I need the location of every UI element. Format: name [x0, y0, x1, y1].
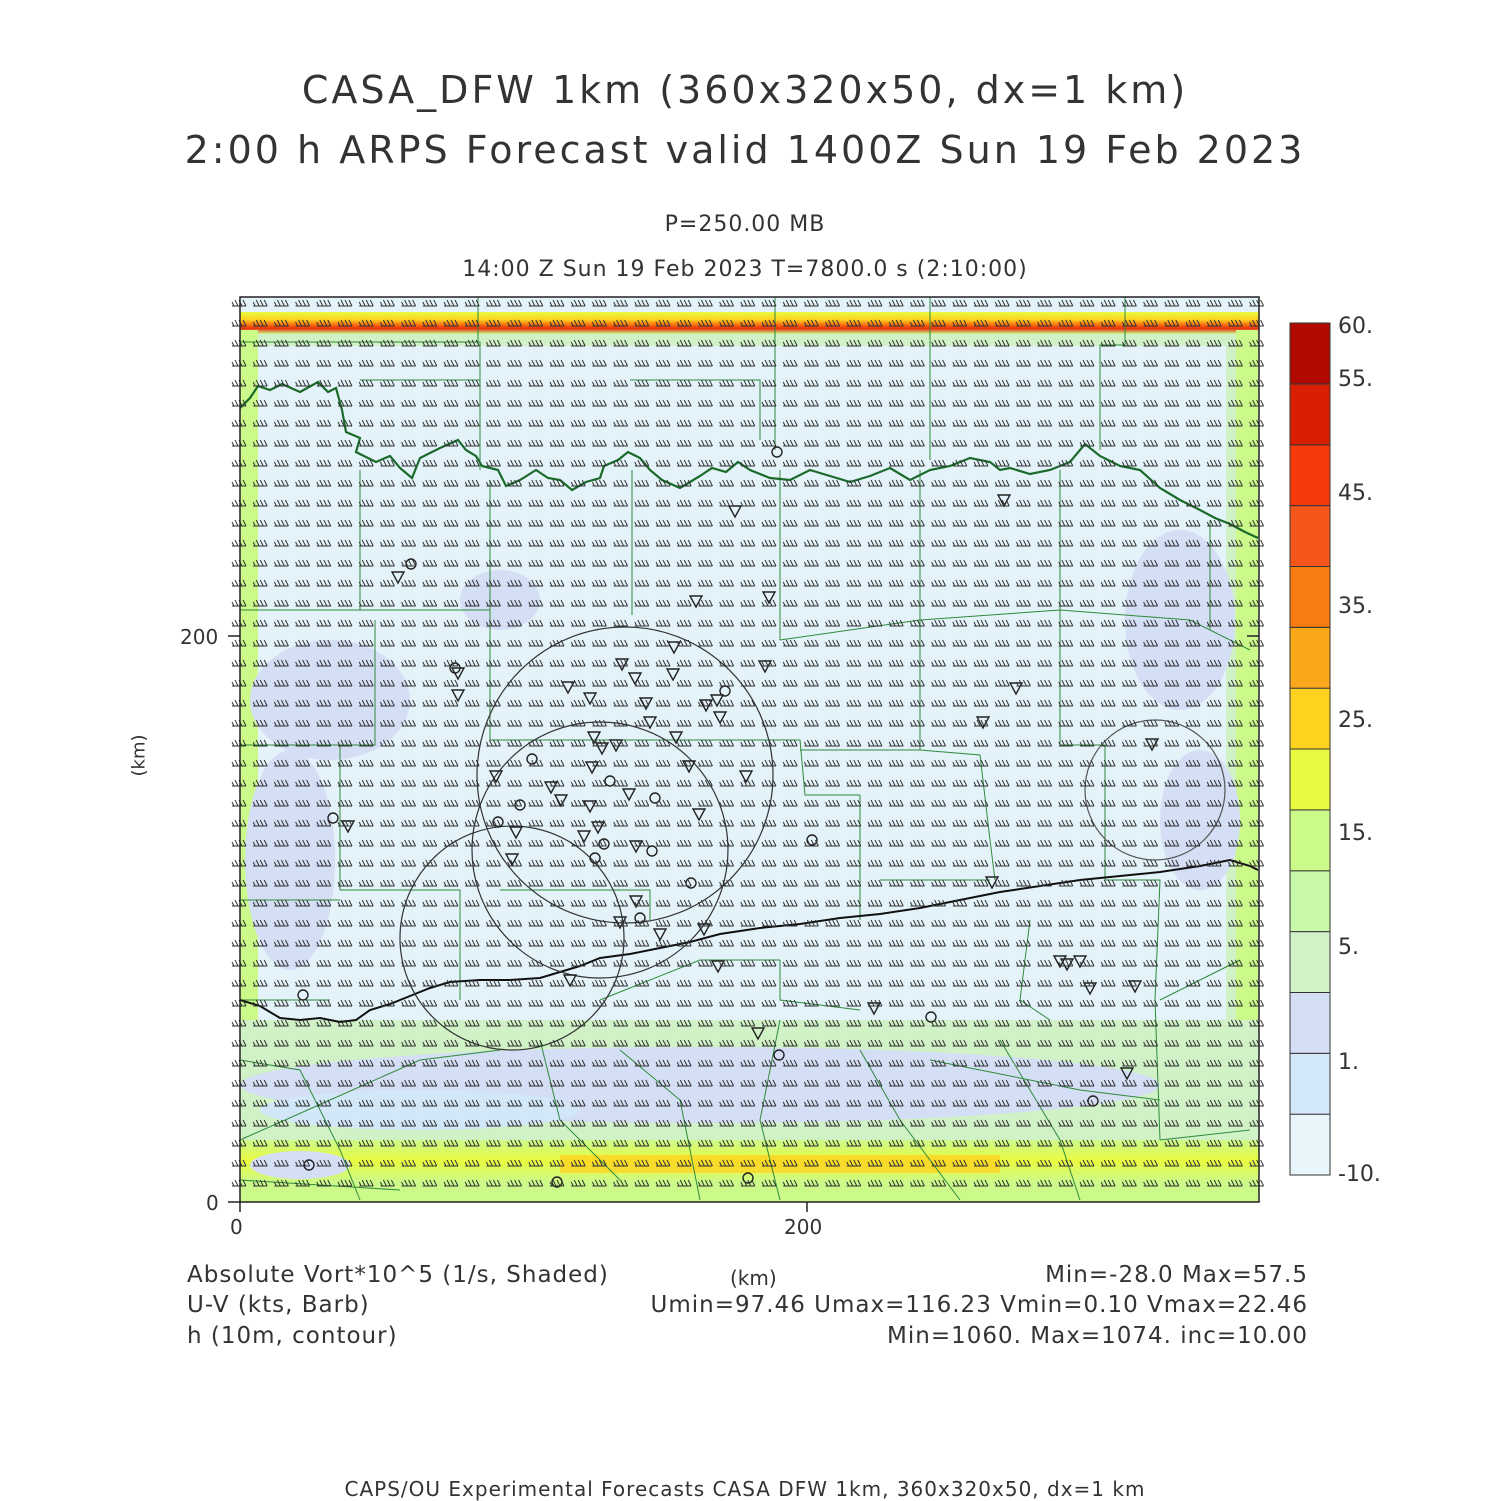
legend-wind-range: Umin=97.46 Umax=116.23 Vmin=0.10 Vmax=22.46 [650, 1292, 1308, 1318]
title-line-1: CASA_DFW 1km (360x320x50, dx=1 km) [301, 68, 1189, 112]
colorbar-label-15: 15. [1338, 821, 1373, 846]
colorbar-box [1290, 871, 1330, 932]
y-axis-label: (km) [128, 734, 150, 777]
y-tick-200: 200 [180, 625, 219, 649]
legend-height-contour: h (10m, contour) [187, 1323, 398, 1349]
x-tick-0: 0 [230, 1215, 243, 1239]
valid-time: 14:00 Z Sun 19 Feb 2023 T=7800.0 s (2:10:00) [462, 257, 1028, 282]
colorbar-label-45: 45. [1338, 481, 1373, 506]
colorbar-label-5: 5. [1338, 935, 1359, 960]
colorbar-box [1290, 1053, 1330, 1114]
x-axis-label: (km) [730, 1266, 777, 1290]
colorbar-label-35: 35. [1338, 594, 1373, 619]
colorbar-box [1290, 445, 1330, 506]
colorbar-label-55: 55. [1338, 367, 1373, 392]
colorbar-label-60: 60. [1338, 314, 1373, 339]
colorbar-box [1290, 992, 1330, 1053]
pressure-level: P=250.00 MB [664, 212, 826, 237]
colorbar-box [1290, 688, 1330, 749]
colorbar-label-minus10: -10. [1338, 1162, 1381, 1187]
colorbar-box [1290, 810, 1330, 871]
footer-credit: CAPS/OU Experimental Forecasts CASA DFW 1km, 360x320x50, dx=1 km [344, 1477, 1146, 1501]
colorbar-box [1290, 1114, 1330, 1175]
colorbar-box [1290, 749, 1330, 810]
colorbar-box [1290, 566, 1330, 627]
y-tick-0: 0 [206, 1191, 219, 1215]
colorbar-box [1290, 384, 1330, 445]
colorbar-box [1290, 932, 1330, 993]
legend-shaded-field: Absolute Vort*10^5 (1/s, Shaded) [187, 1262, 609, 1288]
colorbar [1290, 323, 1330, 1175]
legend-height-range: Min=1060. Max=1074. inc=10.00 [887, 1323, 1308, 1349]
colorbar-label-25: 25. [1338, 708, 1373, 733]
colorbar-label-1: 1. [1338, 1050, 1359, 1075]
title-line-2: 2:00 h ARPS Forecast valid 1400Z Sun 19 Feb 2023 [184, 128, 1306, 172]
colorbar-box [1290, 323, 1330, 384]
colorbar-box [1290, 506, 1330, 567]
legend-vort-range: Min=-28.0 Max=57.5 [1045, 1262, 1308, 1288]
x-tick-200: 200 [784, 1215, 823, 1239]
colorbar-box [1290, 627, 1330, 688]
legend-wind-barbs: U-V (kts, Barb) [187, 1292, 370, 1318]
